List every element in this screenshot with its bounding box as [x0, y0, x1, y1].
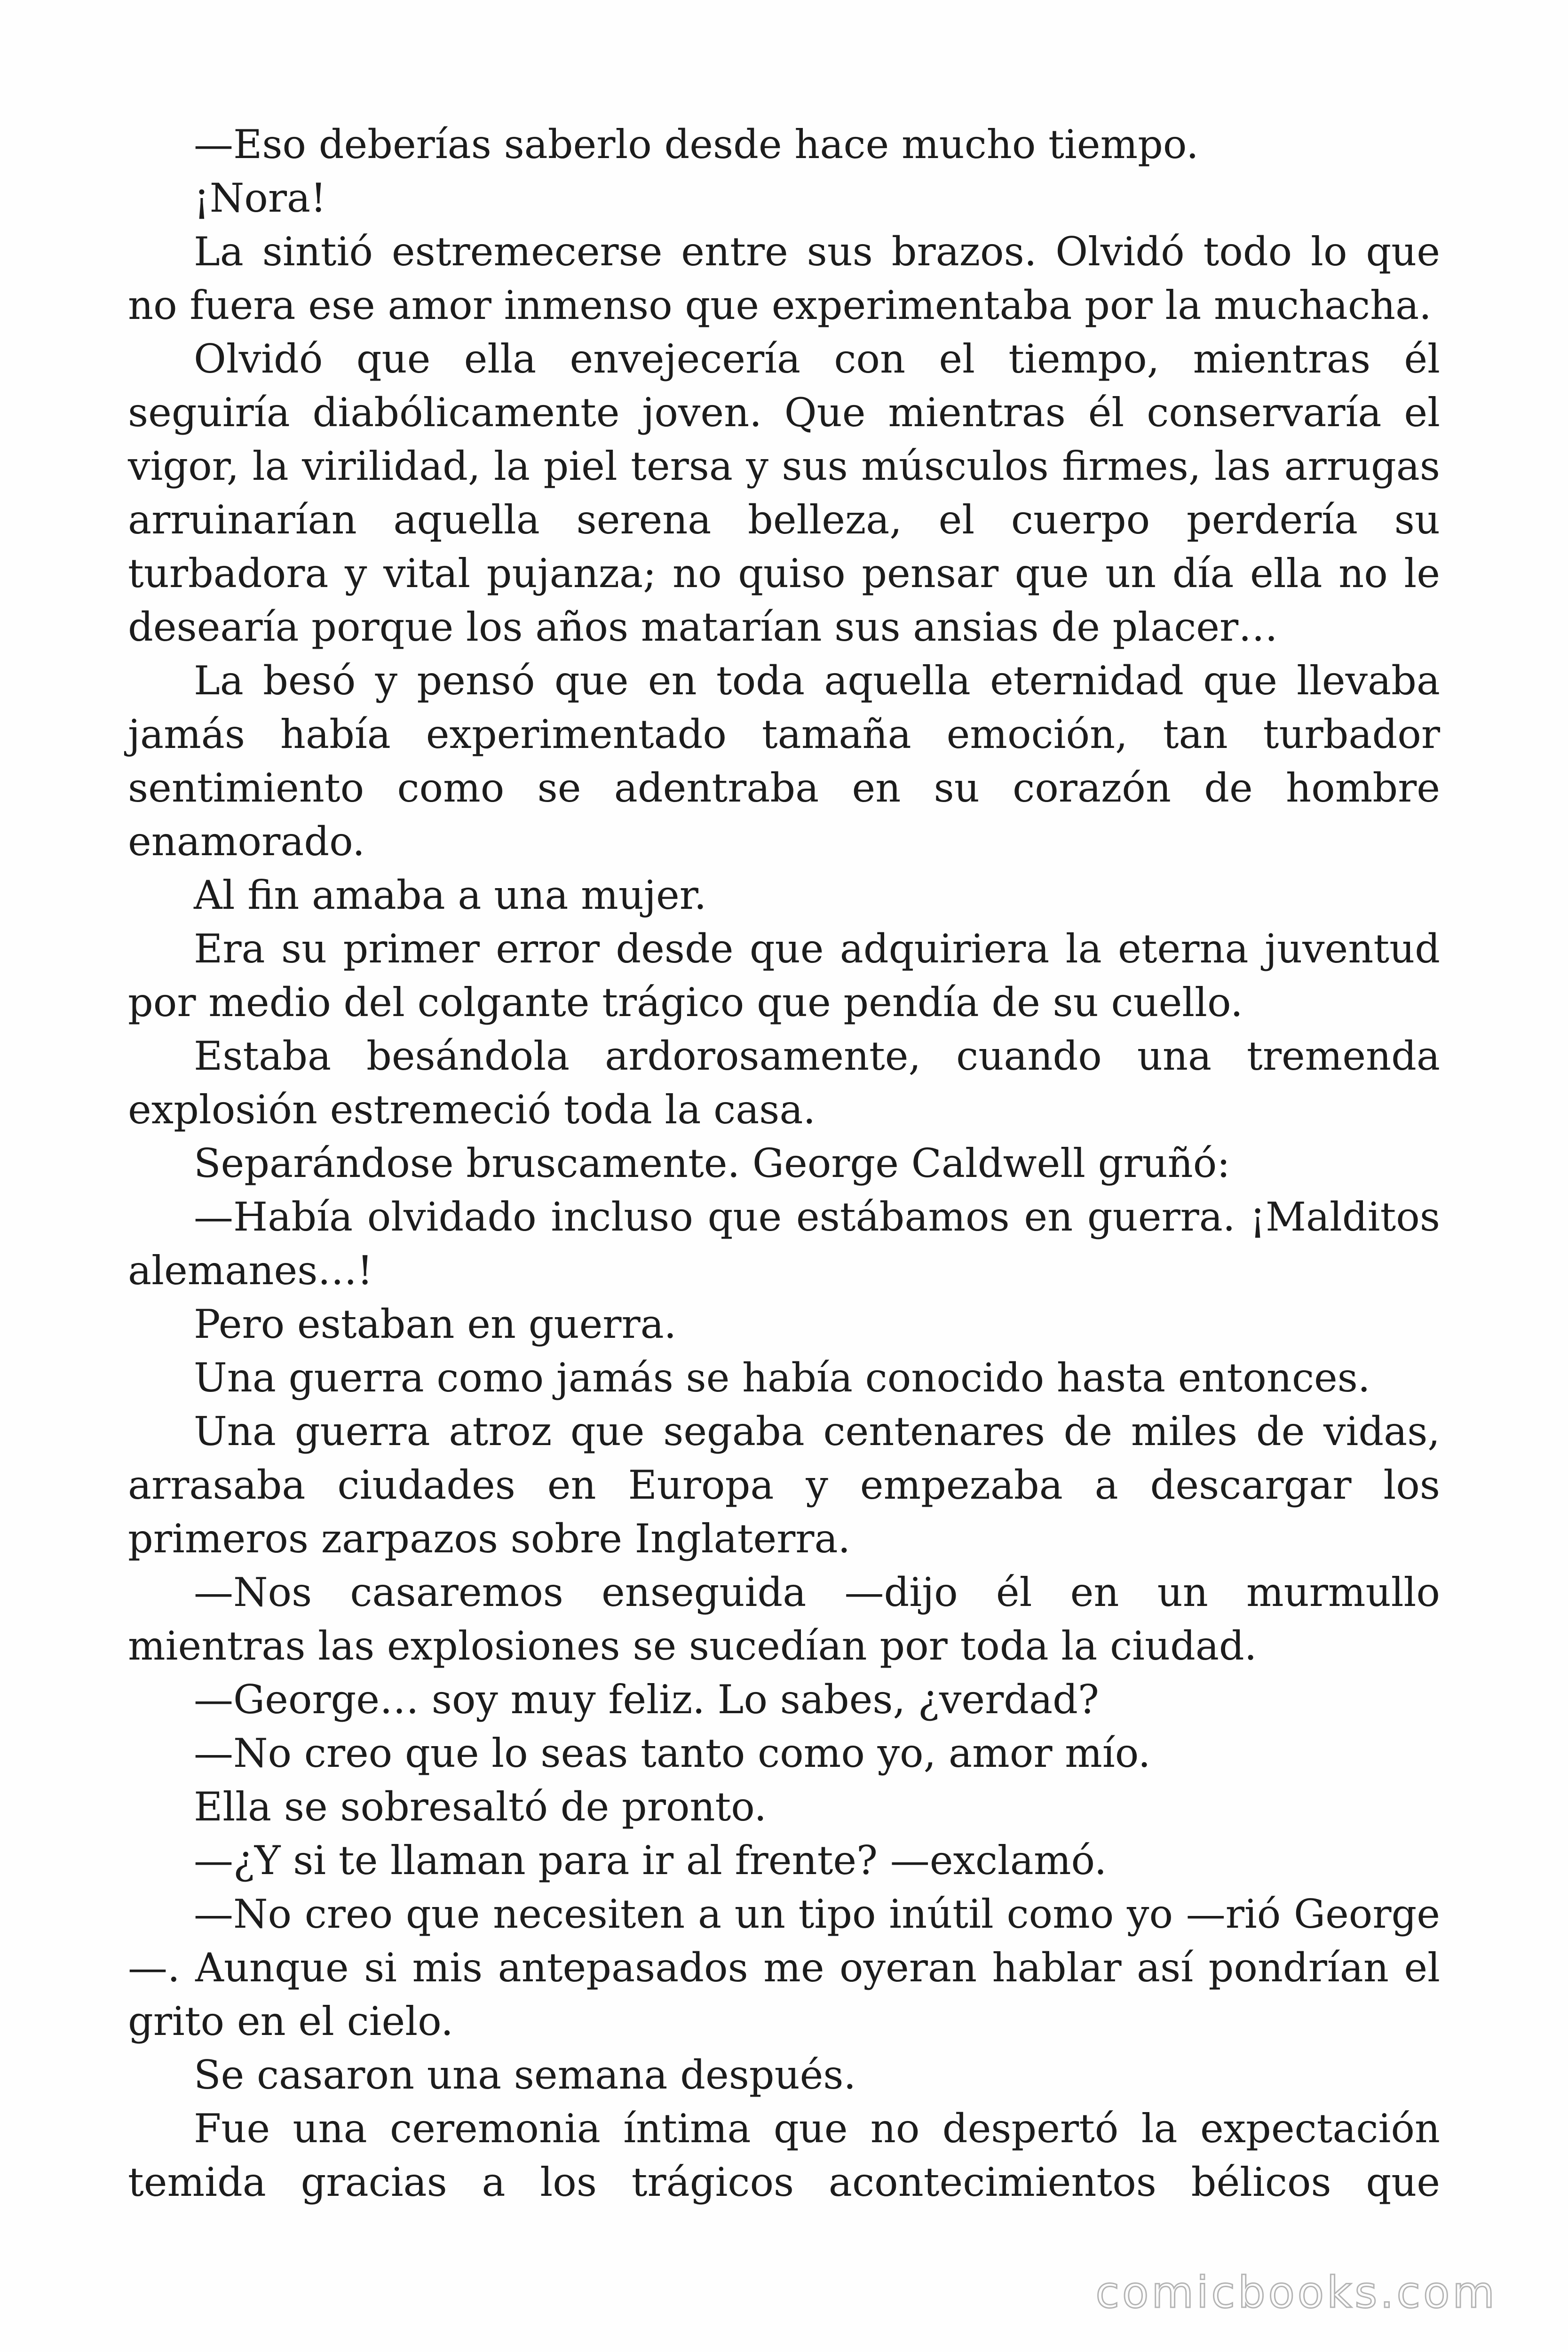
- body-text: [128, 118, 1440, 2209]
- paragraph: —Eso deberías saberlo desde hace mucho tiempo.: [194, 121, 1199, 167]
- paragraph: —George… soy muy feliz. Lo sabes, ¿verdad?: [194, 1677, 1099, 1723]
- paragraph: Al fin amaba a una mujer.: [194, 872, 707, 918]
- paragraph: Ella se sobresaltó de pronto.: [194, 1784, 767, 1830]
- paragraph: —Había olvidado incluso que estábamos en guerra. ¡Malditos alemanes…!: [128, 1194, 1440, 1294]
- paragraph: La besó y pensó que en toda aquella eternidad que llevaba jamás había experimentado tamaña emoción, tan turbador sentimiento como se adentraba en su corazón de hombre enamorado.: [128, 658, 1440, 865]
- paragraph: —No creo que necesiten a un tipo inútil como yo —rió George —. Aunque si mis antepasados me oyeran hablar así pondrían el grito en el cielo.: [128, 1891, 1440, 2044]
- paragraph: Una guerra como jamás se había conocido hasta entonces.: [194, 1355, 1370, 1401]
- paragraph: Se casaron una semana después.: [194, 2052, 856, 2098]
- paragraph: La sintió estremecerse entre sus brazos. Olvidó todo lo que no fuera ese amor inmenso que experimentaba por la muchacha.: [128, 229, 1440, 328]
- paragraph: —No creo que lo seas tanto como yo, amor mío.: [194, 1730, 1151, 1776]
- paragraph: ¡Nora!: [194, 175, 326, 221]
- paragraph: Una guerra atroz que segaba centenares de miles de vidas, arrasaba ciudades en Europa y empezaba a descargar los primeros zarpazos sobre Inglaterra.: [128, 1408, 1440, 1562]
- paragraph: Separándose bruscamente. George Caldwell gruñó:: [194, 1140, 1230, 1186]
- watermark: comicbooks.com: [1095, 2267, 1497, 2318]
- paragraph: Pero estaban en guerra.: [194, 1301, 677, 1347]
- paragraph: —Nos casaremos enseguida —dijo él en un murmullo mientras las explosiones se sucedían por toda la ciudad.: [128, 1569, 1440, 1669]
- paragraph: Estaba besándola ardorosamente, cuando una tremenda explosión estremeció toda la casa.: [128, 1033, 1440, 1133]
- paragraph: Olvidó que ella envejecería con el tiempo, mientras él seguiría diabólicamente joven. Que mientras él conservaría el vigor, la virilidad, la piel tersa y sus músculos firmes, las arrugas arruinarían aquella serena belleza, el cuerpo perdería su turbadora y vital pujanza; no quiso pensar que un día ella no le desearía porque los años matarían sus ansias de placer…: [128, 336, 1440, 650]
- paragraph: —¿Y si te llaman para ir al frente? —exclamó.: [194, 1837, 1107, 1883]
- paragraph: Era su primer error desde que adquiriera la eterna juventud por medio del colgante trágico que pendía de su cuello.: [128, 926, 1440, 1025]
- paragraph: Fue una ceremonia íntima que no despertó la expectación temida gracias a los trágicos acontecimientos bélicos que: [128, 2106, 1440, 2205]
